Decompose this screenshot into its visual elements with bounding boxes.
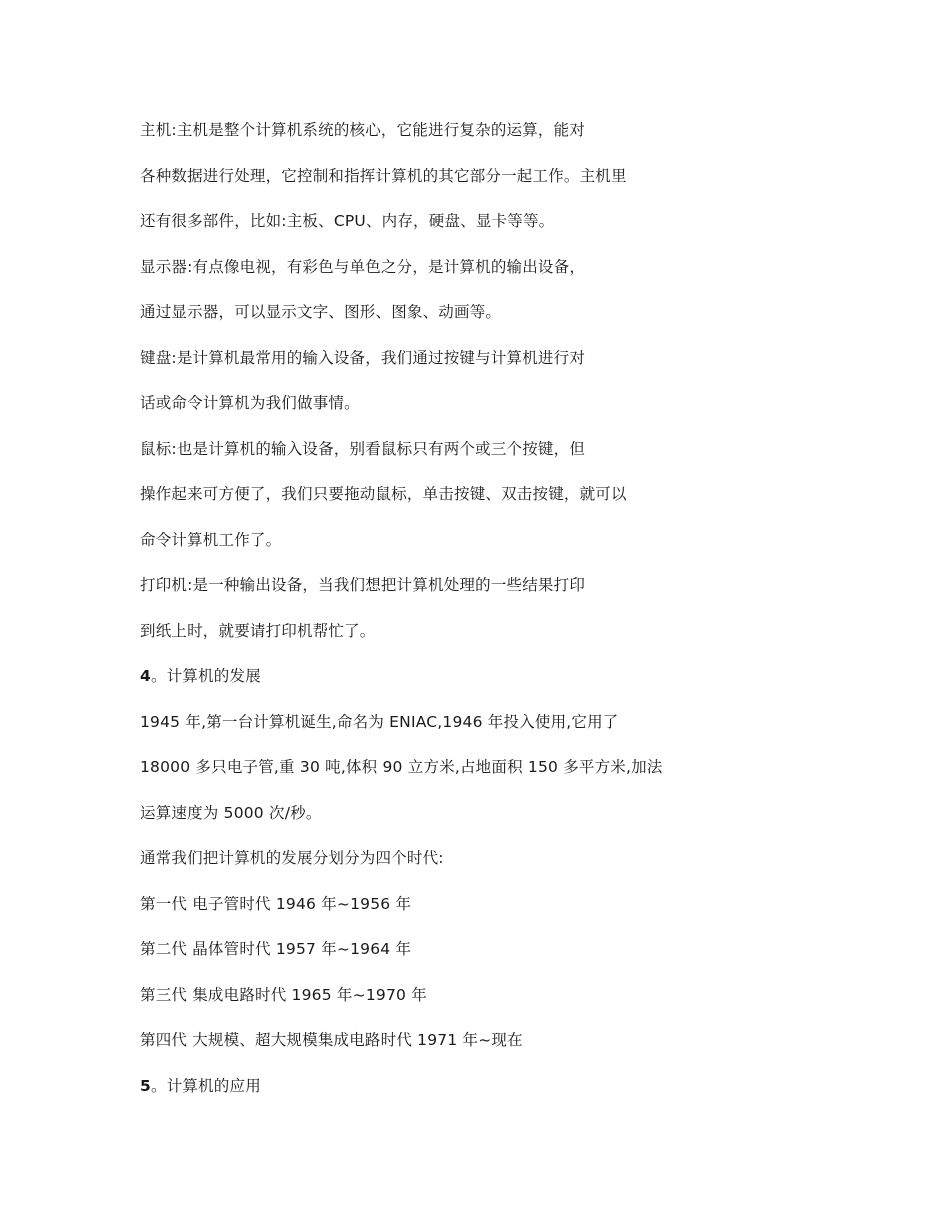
section-title: 。计算机的发展	[151, 667, 261, 685]
paragraph-line: 还有很多部件，比如:主板、CPU、内存，硬盘、显卡等等。	[140, 212, 555, 230]
paragraph-line: 命令计算机工作了。	[140, 530, 282, 549]
section-heading-5	[140, 1074, 820, 1120]
paragraph-line: 通过显示器，可以显示文字、图形、图象、动画等。	[140, 303, 502, 321]
section-number: 5	[140, 1076, 151, 1095]
generation-line: 第四代 大规模、超大规模集成电路时代 1971 年~现在	[140, 1031, 523, 1049]
generation-line: 第二代 晶体管时代 1957 年~1964 年	[140, 940, 412, 958]
history-line: 18000 多只电子管,重 30 吨,体积 90 立方米,占地面积 150 多平方米,加法	[140, 758, 663, 776]
paragraph-line: 打印机:是一种输出设备，当我们想把计算机处理的一些结果打印	[140, 576, 586, 594]
section-number: 4	[140, 667, 151, 685]
document-body	[140, 118, 820, 1119]
section-heading-4	[140, 664, 820, 710]
paragraph-line: 操作起来可方便了，我们只要拖动鼠标，单击按键、双击按键，就可以	[140, 485, 627, 503]
paragraph-line: 各种数据进行处理，它控制和指挥计算机的其它部分一起工作。主机里	[140, 166, 627, 185]
generation-line: 第一代 电子管时代 1946 年~1956 年	[140, 894, 412, 913]
history-line: 1945 年,第一台计算机诞生,命名为 ENIAC,1946 年投入使用,它用了	[140, 712, 619, 731]
paragraph-line: 键盘:是计算机最常用的输入设备，我们通过按键与计算机进行对	[140, 348, 586, 367]
history-line: 运算速度为 5000 次/秒。	[140, 803, 322, 822]
paragraph-line: 到纸上时，就要请打印机帮忙了。	[140, 621, 376, 640]
generation-line: 第三代 集成电路时代 1965 年~1970 年	[140, 985, 427, 1004]
paragraph-line: 鼠标:也是计算机的输入设备，别看鼠标只有两个或三个按键，但	[140, 439, 586, 458]
paragraph-line: 话或命令计算机为我们做事情。	[140, 394, 360, 412]
paragraph-line: 显示器:有点像电视，有彩色与单色之分，是计算机的输出设备，	[140, 257, 586, 276]
section-title: 。计算机的应用	[151, 1076, 261, 1095]
history-line: 通常我们把计算机的发展分划分为四个时代:	[140, 849, 444, 867]
paragraph-line: 主机:主机是整个计算机系统的核心，它能进行复杂的运算，能对	[140, 121, 586, 139]
